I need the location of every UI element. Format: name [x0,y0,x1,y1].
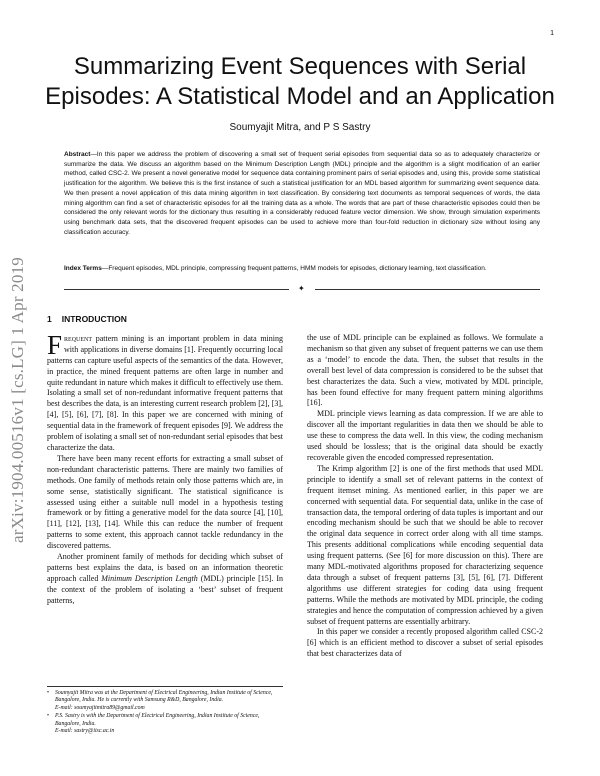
paragraph-text: (MDL) principle [15]. In the context of the problem of isolating a ‘best’ subset of frequent patterns, [47,573,283,605]
index-terms-text: —Frequent episodes, MDL principle, compressing frequent patterns, HMM models for episodes, dictionary learning, text classification. [101,265,487,272]
intro-paragraph-3 [47,552,283,607]
footnotes [47,686,283,736]
authors: Soumyajit Mitra, and P S Sastry [229,122,371,133]
page-number: 1 [550,30,554,37]
drop-cap: F [47,329,63,360]
footnote [47,690,283,712]
footnote-line: Soumyajit Mitra was at the Department of Electrical Engineering, Indian Institute of Science, Bangalore, India. He is currently with Samsung R&D, Bangalore, India. [55,690,273,704]
right-column [307,333,543,660]
footnote-bullet: • [47,713,50,720]
arxiv-stamp[interactable]: arXiv:1904.00516v1 [cs.LG] 1 Apr 2019 [8,257,27,543]
abstract-text: —In this paper we address the problem of discovering a small set of frequent serial episodes from sequential data so as to adequately characterize or summarize the data. We discuss an algorithm based on the Minimum Description Length (MDL) principle and the algorithm is a slight modification of an earlier method, called CSC-2. We present a novel generative model for sequence data containing prominent pairs of serial episodes and, using this, provide some statistical justification for the algorithm. We believe this is the first instance of such a statistical justification for an MDL based algorithm for summarizing event sequence data. We then present a novel application of this data mining algorithm in text classification. By considering text documents as temporal sequences of words, the data mining algorithm can find a set of characteristic episodes for all the training data as a whole. The words that are part of these characteristic episodes could then be considered the only relevant words for the dictionary thus resulting in a considerably reduced feature vector dimension. We show, through simulation experiments using benchmark data sets, that the discovered frequent episodes can be used to achieve more than four-fold reduction in dictionary size without losing any classification accuracy. [64,151,540,236]
footnote-email[interactable]: E-mail: sastry@iisc.ac.in [55,728,115,735]
right-paragraph-1: the use of MDL principle can be explained as follows. We formulate a mechanism so that given any subset of frequent patterns we can use them as a ‘model’ to encode the data. Then, the subset that results in the overall best level of data compression is considered to be the subset that best characterizes the data. Such a view, motivated by MDL principle, has been found effective for many frequent pattern mining algorithms [16]. [307,333,543,408]
intro-paragraph-2: There have been many recent efforts for extracting a small subset of non-redundant characteristic patterns. There are mainly two families of methods. One family of methods retain only those patterns which are, in some sense, statistically significant. The statistical significance is assessed using either a suitable null model in a hypothesis testing framework or by fitting a generative model for the data source [4], [10], [11], [12], [13], [14]. While this can reduce the number of frequent patterns to some extent, this approach cannot tackle redundancy in the discovered patterns. [47,453,283,551]
section-number: 1 [47,314,52,324]
paragraph-text: pattern mining is an important problem in data mining with applications in diverse domains [1]. Frequently occurring local patterns can capture useful aspects of the semantics of the data. However, in practice, the mined frequent patterns are often large in number and quite redundant in nature which makes it difficult to effectively use them. Isolating a small set of non-redundant informative frequent patterns that best describes the data, is an interesting current research problem [2], [3], [4], [5], [6], [7], [8]. In this paper we are concerned with mining of sequential data in the framework of frequent episodes [9]. We address the problem of isolating a small set of non-redundant serial episodes that best characterize the data. [47,333,283,452]
section-heading [47,314,283,325]
footnote [47,713,283,735]
footnote-email[interactable]: E-mail: soumyajitmitra89@gmail.com [55,704,145,711]
intro-paragraph-1 [47,329,283,454]
divider-line-left [64,289,289,290]
divider-line-right [315,289,540,290]
right-paragraph-3: The Krimp algorithm [2] is one of the first methods that used MDL principle to identify a small set of relevant patterns in the context of frequent itemset mining. As mentioned earlier, in this paper we are concerned with sequential data. For sequential data, unlike in the case of transaction data, the temporal ordering of data tuples is important and our encoding mechanism should be such that we should be able to recover the original data sequence in correct order along with all time stamps. This presents additional complications while encoding sequential data using frequent patterns. (See [6] for more discussion on this). There are many MDL-motivated algorithms proposed for characterizing sequence data through a subset of frequent patterns [3], [5], [6], [7]. Different algorithms use different strategies for coding data using frequent patterns. While the methods are motivated by MDL principle, the coding strategies and hence the computation of compression achieved by a given subset of frequent patterns are essentially arbitrary. [307,463,543,626]
abstract-label: Abstract [64,151,91,158]
right-paragraph-2: MDL principle views learning as data compression. If we are able to discover all the important regularities in data then we should be able to use these to compress the data well. In this view, the coding mechanism used should be lossless; that is the original data should be exactly recoverable given the encoded compressed representation. [307,409,543,462]
left-column [47,314,283,607]
index-terms-label: Index Terms [64,265,102,272]
footnote-bullet: • [47,690,50,696]
right-paragraph-4: In this paper we consider a recently proposed algorithm called CSC-2 [6] which is an efficient method to discover a subset of serial episodes that best characterizes data of [307,627,543,659]
divider-diamond-icon: ✦ [298,284,305,293]
mdl-term: Minimum Description Length [101,573,198,583]
index-terms [64,264,540,274]
abstract [64,150,540,237]
first-word-rest: requent [64,333,93,343]
paper-title: Summarizing Event Sequences with Serial Episodes: A Statistical Model and an Application [45,53,555,110]
section-title: INTRODUCTION [61,314,127,324]
paragraph-text: Another prominent family of methods for deciding which subset of patterns best explains the data, is based on an information theoretic approach called [47,552,283,583]
footnote-line: P.S. Sastry is with the Department of Electrical Engineering, Indian Institute of Science, Bangalore, India. [55,713,260,727]
